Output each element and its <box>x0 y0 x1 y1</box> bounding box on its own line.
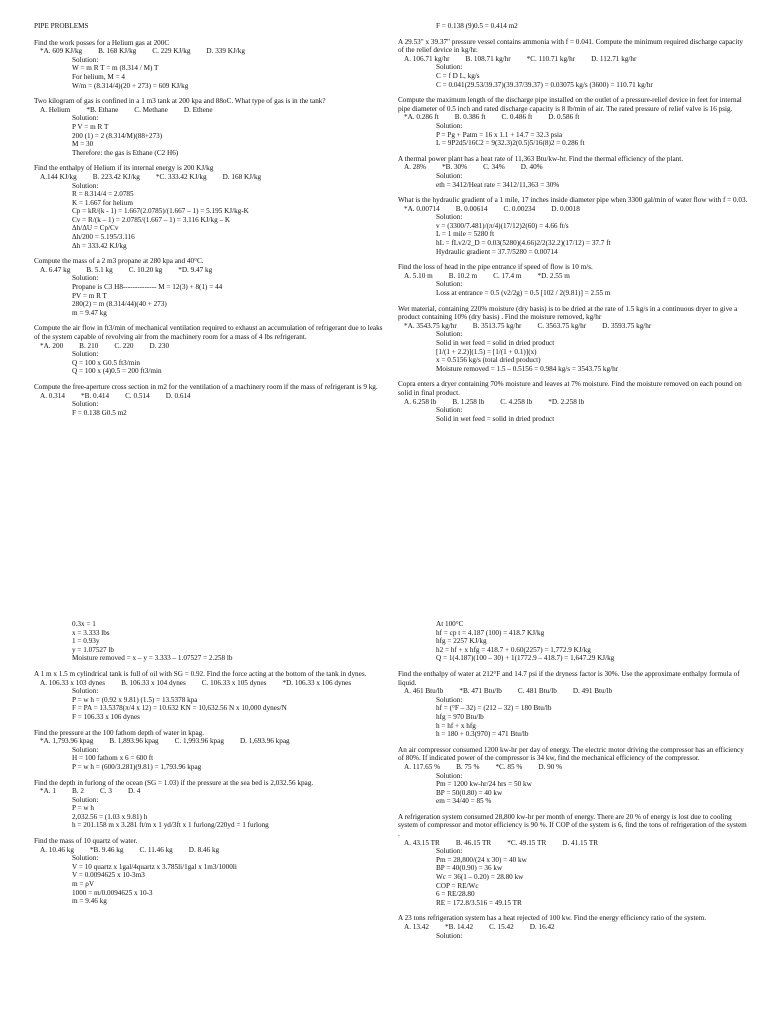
answer-choice: B. 3513.75 kg/hr <box>472 321 522 330</box>
solution-line: Solution: <box>436 213 463 222</box>
answer-choice: *B. 14.42 <box>444 923 474 931</box>
answer-choices <box>398 55 748 64</box>
solution <box>398 406 748 423</box>
solution-line: Solution: <box>436 171 463 180</box>
answer-choice: D. 90 % <box>538 762 563 771</box>
solution-line: Solution: <box>436 63 463 72</box>
answer-choice: A. 6.47 kg <box>40 265 71 274</box>
page-title: PIPE PROBLEMS <box>34 22 89 30</box>
answer-choices <box>398 398 748 407</box>
solution-line: PV = m R T <box>72 291 107 300</box>
solution-line: hf = cp t = 4.187 (100) = 418.7 KJ/kg <box>436 628 545 637</box>
column-bottom-left <box>34 620 384 913</box>
solution-line: eth = 3412/Heat rate = 3412/11,363 = 30% <box>436 180 560 189</box>
answer-choice: B. 0.386 ft <box>454 113 486 122</box>
answer-choice: D. 40% <box>520 163 543 172</box>
problem-block <box>398 670 748 739</box>
answer-choice: B. 75 % <box>456 762 480 771</box>
answer-choice: *C. 110.71 kg/hr <box>526 54 576 63</box>
answer-choices <box>34 106 384 115</box>
answer-choice: D. 168 KJ/kg <box>222 172 262 181</box>
solution-line: F = 0.138 (9)0.5 = 0.414 m2 <box>436 22 518 30</box>
answer-choices <box>398 839 748 848</box>
answer-choices <box>34 342 384 351</box>
problem-block <box>398 38 748 90</box>
solution-line: m = 9.46 kg <box>72 897 107 906</box>
answer-choice: C. 34% <box>483 163 505 172</box>
answer-choices <box>398 923 748 932</box>
answer-choice: D. 3593.75 kg/hr <box>602 321 652 330</box>
answer-choice: D. 491 Btu/lb <box>572 687 613 696</box>
problem-block <box>398 620 748 663</box>
solution-line: hfg = 2257 KJ/kg <box>436 637 487 646</box>
problem-block <box>398 305 748 374</box>
answer-choice: B. 210 <box>79 341 99 350</box>
answer-choice: C. 481 Btu/lb <box>517 687 557 696</box>
answer-choices <box>398 205 748 214</box>
answer-choice: B. 46.15 TR <box>455 838 492 847</box>
solution-line: Propane is C3 H8-------------- M = 12(3) + 8(1) = 44 <box>72 283 223 292</box>
solution-line: COP = RE/Wc <box>436 881 479 890</box>
answer-choice: C. 106.33 x 105 dynes <box>201 678 267 687</box>
solution-line: em = 34/40 = 85 % <box>436 797 492 806</box>
problem-block <box>398 263 748 297</box>
answer-choice: *D. 9.47 kg <box>178 265 213 274</box>
solution-line: Pm = 28,800/(24 x 30) = 40 kw <box>436 855 527 864</box>
answer-choice: C. Methane <box>134 105 168 114</box>
solution-line: Solution: <box>72 274 99 283</box>
answer-choices <box>34 846 384 855</box>
problem-block <box>34 257 384 317</box>
answer-choice: A. 6.258 lb <box>404 397 437 406</box>
answer-choices <box>398 113 748 122</box>
problem-block <box>34 97 384 157</box>
answer-choice: B. 108.71 kg/hr <box>465 54 511 63</box>
problem-question: A 29.53" x 39.37" pressure vessel contains ammonia with f = 0.041. Compute the minimum required discharge capacity of the relief device in kg/hr. <box>398 37 743 55</box>
answer-choice: *B. 471 Btu/lb <box>459 687 502 696</box>
solution-line: x = 0.5156 kg/s (total dried product) <box>436 356 541 365</box>
solution-line: 200 (1) = 2 (8.314/M)(88+273) <box>72 131 163 140</box>
solution-line: Loss at entrance = 0.5 (v2/2g) = 0.5 [102 / 2(9.81)] = 2.55 m <box>436 289 611 298</box>
problem-question: A 1 m x 1.5 m cylindrical tank is full of oil with SG = 0.92. Find the force acting at the bottom of the tank in dynes. <box>34 669 367 678</box>
solution-line: L = 1 mile = 5280 ft <box>436 230 495 239</box>
problem-question: A refrigeration system consumed 28,800 kw-hr per month of energy. There are 20 % of energy is lost due to cooling system of compressor and motor efficiency is 90 %. If COP of the system is 6, find the tons of refrigeration of the system . <box>398 812 747 839</box>
problem-question: Copra enters a dryer containing 70% moisture and leaves at 7% moisture. Find the moisture removed on each pound on solid in final product. <box>398 380 742 397</box>
problem-block <box>398 96 748 148</box>
answer-choice: D. 230 <box>149 341 170 350</box>
solution <box>34 620 384 663</box>
solution <box>398 932 748 941</box>
answer-choice: C. 229 KJ/kg <box>152 47 191 56</box>
solution-line: hL = fLv2/2_D = 0.03(5280)(4.66)2/2(32.2)(17/12) = 37.7 ft <box>436 239 611 248</box>
problem-block <box>398 914 748 940</box>
solution <box>398 22 748 31</box>
solution-line: Solution: <box>436 121 463 130</box>
problem-question: Wet material, containing 220% moisture (dry basis) is to be dried at the rate of 1.5 kg/s in a continuous dryer to give a product containing 10% (dry basis) . Find the moisture removed, kg/hr <box>398 304 738 322</box>
solution <box>34 350 384 376</box>
column-bottom-right <box>398 620 748 947</box>
solution-line: V = 10 quartz x 1gal/4quartz x 3.785li/1gal x 1m3/1000li <box>72 862 237 871</box>
answer-choice: B. 10.2 m <box>448 271 478 280</box>
solution-line: Solution: <box>72 795 99 804</box>
solution-line: F = 0.138 G0.5 m2 <box>72 408 127 417</box>
answer-choice: D. 0.614 <box>165 391 191 400</box>
solution-line: W = m R T = m (8.314 / M) T <box>72 64 159 73</box>
problem-block <box>34 670 384 722</box>
problem-block <box>34 779 384 831</box>
solution-line: Q = 100 x G0.5 ft3/min <box>72 358 140 367</box>
answer-choice: *A. 3543.75 kg/hr <box>404 321 457 330</box>
answer-choice: C. 17.4 m <box>493 271 522 280</box>
answer-choice: B. 1,893.96 kpag <box>109 737 159 746</box>
solution-line: P = w h = (0.92 x 9.81) (1.5) = 13.5378 kpa <box>72 695 198 704</box>
answer-choices <box>398 687 748 696</box>
solution-line: K = 1.667 for helium <box>72 198 133 207</box>
solution-line: Solution: <box>436 931 463 940</box>
answer-choices <box>34 392 384 401</box>
answer-choice: D. 0.0018 <box>551 204 580 213</box>
solution-line: h = 201.158 m x 3.281 ft/m x 1 yd/3ft x 1 furlong/220yd = 1 furlong <box>72 821 269 830</box>
solution-line: C = f D L, kg/s <box>436 71 480 80</box>
answer-choice: C. 220 <box>114 341 134 350</box>
solution-line: Solution: <box>436 406 463 415</box>
solution-line: hf = (°F – 32) = (212 – 32) = 180 Btu/lb <box>436 704 552 713</box>
answer-choice: D. 8.46 kg <box>188 845 220 854</box>
solution-line: F = 106.33 x 106 dynes <box>72 712 140 721</box>
solution-line: Solution: <box>436 771 463 780</box>
solution-line: Solution: <box>72 745 99 754</box>
solution-line: Δh/ΔU = Cp/Cv <box>72 224 119 233</box>
problem-question: Find the enthalpy of Helium if its internal energy is 200 KJ/kg <box>34 164 214 173</box>
solution-line: Solution: <box>72 687 99 696</box>
solution-line: x = 3.333 lbs <box>72 628 110 637</box>
answer-choices <box>398 163 748 172</box>
solution-line: Solution: <box>72 854 99 863</box>
solution-line: Wc = 36(1 – 0.20) = 28.80 kw <box>436 873 524 882</box>
answer-choice: D. 41.15 TR <box>562 838 599 847</box>
answer-choice: *D. 106.33 x 106 dynes <box>282 678 352 687</box>
answer-choice: A. 106.33 x 103 dynes <box>40 678 106 687</box>
solution <box>398 122 748 148</box>
problem-block <box>34 39 384 91</box>
problem-block <box>34 164 384 250</box>
answer-choice: *C. 85 % <box>495 762 523 771</box>
answer-choices <box>398 272 748 281</box>
solution-line: Solid in wet feed = solid in dried product <box>436 339 555 347</box>
answer-choices <box>34 47 384 56</box>
solution-line: Δh/200 = 5.195/3.116 <box>72 233 135 242</box>
solution-line: Therefore: the gas is Ethane (C2 H6) <box>72 148 179 157</box>
problem-question: Find the enthalpy of water at 212°F and 14.7 psi if the dryness factor is 30%. Use the approximate enthalpy formula of liquid. <box>398 669 740 687</box>
problem-block <box>398 22 748 31</box>
solution-line: Δh = 333.42 KJ/kg <box>72 241 127 250</box>
solution <box>34 400 384 417</box>
solution-line: Solution: <box>436 280 463 289</box>
solution-line: F = PA = 13.5378(π/4 x 12) = 10.632 KN = 10,632.56 N x 10,000 dynes/N <box>72 704 287 713</box>
solution-line: V = 0.0094625 x 10-3m3 <box>72 871 145 880</box>
problem-question: Find the depth in furlong of the ocean (SG = 1.03) if the pressure at the sea bed is 2,032.56 kpag. <box>34 778 314 787</box>
answer-choice: A.144 KJ/kg <box>40 172 77 181</box>
solution-line: h = 180 + 0.3(970) = 471 Btu/lb <box>436 730 529 739</box>
solution-line: 280(2) = m (8.314/44)(40 + 273) <box>72 300 167 309</box>
problem-question: Compute the mass of a 2 m3 propane at 280 kpa and 40°C. <box>34 257 204 266</box>
solution <box>34 854 384 906</box>
solution-line: [1/(1 + 2.2)](1.5) = [1/(1 + 0.1)](x) <box>436 347 537 356</box>
answer-choice: C. 0.514 <box>125 391 150 400</box>
solution <box>398 772 748 806</box>
solution <box>34 56 384 90</box>
answer-choice: B. 223.42 KJ/kg <box>92 172 140 181</box>
solution-line: Solution: <box>72 114 99 123</box>
problem-question: Find the loss of head in the pipe entrance if speed of flow is 10 m/s. <box>398 263 593 272</box>
solution <box>398 172 748 189</box>
answer-choice: A. 28% <box>404 163 426 172</box>
solution-line: RE = 172.8/3.516 = 49.15 TR <box>436 898 522 907</box>
answer-choice: D. 112.71 kg/hr <box>591 54 637 63</box>
solution <box>398 847 748 907</box>
solution-line: Hydraulic gradient = 37.7/5280 = 0.00714 <box>436 247 558 256</box>
solution-line: Pm = 1200 kw-hr/24 hrs = 50 kw <box>436 780 532 789</box>
problem-block <box>34 837 384 906</box>
solution-line: 6 = RE/28.80 <box>436 890 475 899</box>
solution-line: L = 9P2d5/16C2 = 9(32.3)2(0.5)5/16(8)2 = 0.286 ft <box>436 139 585 148</box>
solution-line: m = ρV <box>72 880 95 889</box>
answer-choice: *B. 9.46 kg <box>89 845 124 854</box>
solution-line: At 100°C <box>436 620 464 628</box>
answer-choice: D. 0.586 ft <box>548 113 580 122</box>
solution-line: Cv = R/(k – 1) = 2.0785/(1.667 – 1) = 3.116 KJ/kg – K <box>72 215 231 224</box>
answer-choice: *D. 2.258 lb <box>548 397 585 406</box>
answer-choice: *D. 2.55 m <box>537 271 570 280</box>
solution-line: y = 1.07527 lb <box>72 645 114 654</box>
solution <box>34 687 384 721</box>
solution-line: R = 8.314/4 = 2.0785 <box>72 190 134 199</box>
solution <box>398 213 748 256</box>
problem-block <box>398 196 748 256</box>
solution-line: m = 9.47 kg <box>72 308 107 317</box>
solution <box>398 63 748 89</box>
answer-choice: A. 43.15 TR <box>404 838 440 847</box>
solution-line: Solution: <box>72 181 99 190</box>
answer-choice: C. 0.486 ft <box>501 113 533 122</box>
solution-line: P = w h <box>72 804 94 813</box>
solution <box>34 182 384 251</box>
solution <box>398 620 748 663</box>
solution-line: Q = 100 x (4)0.5 = 200 ft3/min <box>72 367 162 376</box>
answer-choice: D. 16.42 <box>529 923 555 931</box>
answer-choice: D. 1,693.96 kpag <box>239 737 290 746</box>
answer-choice: D. Ethene <box>183 105 213 114</box>
solution-line: Solid in wet feed = solid in dried product <box>436 414 555 423</box>
solution-line: Solution: <box>72 55 99 64</box>
solution <box>34 796 384 830</box>
problem-block <box>34 324 384 376</box>
problem-block <box>398 155 748 189</box>
solution-line: Moisture removed = x – y = 3.333 – 1.07527 = 2.258 lb <box>72 654 233 663</box>
problem-block <box>398 380 748 423</box>
answer-choices <box>398 763 748 772</box>
answer-choice: C. 0.00234 <box>503 204 536 213</box>
answer-choice: *A. 200 <box>40 341 64 350</box>
problem-block <box>34 383 384 417</box>
answer-choice: A. 461 Btu/lb <box>404 687 444 696</box>
solution <box>34 746 384 772</box>
solution-line: 2,032.56 = (1.03 x 9.81) h <box>72 812 148 821</box>
answer-choices <box>34 679 384 688</box>
answer-choice: B. 0.00614 <box>455 204 488 213</box>
solution-line: P V = m R T <box>72 122 109 131</box>
answer-choice: B. 106.33 x 104 dynes <box>121 678 186 687</box>
problem-question: An air compressor consumed 1200 kw-hr per day of energy. The electric motor driving the compressor has an efficiency of 80%. If indicated power of the compressor is 34 kw, find the mechanical efficiency of the compressor. <box>398 745 744 763</box>
answer-choice: *A. 1,793.96 kpag <box>40 737 94 746</box>
answer-choice: A. 13.42 <box>404 923 429 931</box>
answer-choice: C. 4.258 lb <box>500 397 533 406</box>
solution-line: hfg = 970 Btu/lb <box>436 712 484 721</box>
problem-block <box>34 729 384 772</box>
answer-choice: *A. 609 KJ/kg <box>40 47 83 56</box>
answer-choice: *B. Ethane <box>86 105 119 114</box>
solution <box>398 696 748 739</box>
problem-block <box>398 746 748 806</box>
solution-line: Q = 1(4.187)(100 – 30) + 1(1772.9 – 418.7) = 1,647.29 KJ/kg <box>436 654 615 663</box>
answer-choice: A. 10.46 kg <box>40 845 74 854</box>
answer-choice: *A. 0.286 ft <box>404 113 439 122</box>
solution-line: C = 0.041(29.53/39.37)(39.37/39.37) = 0.03075 kg/s (3600) = 110.71 kg/hr <box>436 80 653 89</box>
solution-line: h2 = hf + x hfg = 418.7 + 0.60(2257) = 1,772.9 KJ/kg <box>436 645 591 654</box>
answer-choice: B. 2 <box>71 787 84 796</box>
answer-choice: *B. 0.414 <box>80 391 110 400</box>
solution-line: W/m = (8.314/4)(20 + 273) = 609 KJ/kg <box>72 81 189 90</box>
answer-choice: A. 117.65 % <box>404 762 441 771</box>
answer-choice: *A. 1 <box>40 787 56 796</box>
solution <box>34 274 384 317</box>
solution <box>398 330 748 373</box>
answer-choice: A. 5.10 m <box>404 271 433 280</box>
solution-line: BP = 50(0.80) = 40 kw <box>436 788 503 797</box>
answer-choice: B. 168 KJ/kg <box>98 47 137 56</box>
answer-choice: C. 3 <box>99 787 112 796</box>
problem-block <box>34 620 384 663</box>
answer-choices <box>34 266 384 275</box>
problem-question: Two kilogram of gas is confined in a 1 m3 tank at 200 kpa and 88oC. What type of gas is in the tank? <box>34 97 326 106</box>
solution-line: Solution: <box>436 330 463 339</box>
problem-question: Compute the air flow in ft3/min of mechanical ventilation required to exhaust an accumulation of refrigerant due to leaks of the system capable of revolving air from the machinery room for a mass of 4 lbs refrigerant. <box>34 324 383 341</box>
problem-question: Find the pressure at the 100 fathom depth of water in kpag. <box>34 728 205 737</box>
solution <box>398 280 748 297</box>
problem-question: What is the hydraulic gradient of a 1 mile, 17 inches inside diameter pipe when 3300 gal/min of water flow with f = 0.03. <box>398 196 748 205</box>
solution-line: Solution: <box>436 695 463 704</box>
answer-choice: C. 10.20 kg <box>128 265 163 274</box>
solution-line: For helium, M = 4 <box>72 72 125 81</box>
problem-question: A 23 tons refrigeration system has a heat rejected of 100 kw. Find the energy efficiency ratio of the system. <box>398 914 707 923</box>
solution-line: 1 = 0.93y <box>72 637 100 646</box>
solution-line: M = 30 <box>72 140 94 149</box>
solution <box>34 114 384 157</box>
problem-question: Compute the maximum length of the discharge pipe installed on the outlet of a pressure-relief device in feet for internal pipe diameter of 0.5 inch and rated discharge capacity is 8 lb/min of air. The rated pressure of relief valve is 16 psig. <box>398 96 742 113</box>
answer-choice: C. 3563.75 kg/hr <box>537 321 587 330</box>
solution-line: Cp = kR/(k - 1) = 1.667(2.0785)/(1.667 – 1) = 5.195 KJ/kg-K <box>72 207 249 216</box>
solution-line: 0.3x = 1 <box>72 620 96 628</box>
solution-line: BP = 40(0.90) = 36 kw <box>436 864 503 873</box>
solution-line: H = 100 fathom x 6 = 600 ft <box>72 754 154 763</box>
answer-choice: D. 339 KJ/kg <box>206 47 245 56</box>
problem-question: Compute the free-aperture cross section in m2 for the ventilation of a machinery room if the mass of refrigerant is 9 kg. <box>34 382 378 391</box>
solution-line: P = w h = (600/3.281)(9.81) = 1,793.96 kpag <box>72 762 202 771</box>
solution-line: h = hf + x hfg <box>436 721 476 730</box>
answer-choice: C. 1,993.96 kpag <box>174 737 224 746</box>
solution-line: Moisture removed = 1.5 – 0.5156 = 0.984 kg/s = 3543.75 kg/hr <box>436 364 619 373</box>
problem-block <box>398 813 748 908</box>
answer-choice: *C. 333.42 KJ/kg <box>155 172 207 181</box>
solution-line: Solution: <box>436 847 463 856</box>
answer-choice: A. Helium <box>40 105 71 114</box>
answer-choices <box>34 737 384 746</box>
answer-choice: B. 5.1 kg <box>86 265 113 274</box>
answer-choices <box>34 787 384 796</box>
answer-choices <box>398 322 748 331</box>
answer-choice: C. 15.42 <box>489 923 514 931</box>
solution-line: 1000 = m/0.0094625 x 10-3 <box>72 888 153 897</box>
answer-choice: *C. 49.15 TR <box>507 838 547 847</box>
solution-line: P = Pg + Patm = 16 x 1.1 + 14.7 = 32.3 psia <box>436 130 563 139</box>
answer-choice: C. 11.46 kg <box>139 845 173 854</box>
column-top-left <box>34 22 384 424</box>
answer-choice: *A. 0.00714 <box>404 204 440 213</box>
problem-question: A thermal power plant has a heat rate of 11,363 Btu/kw-hr. Find the thermal efficiency of the plant. <box>398 154 684 163</box>
answer-choice: A. 106.71 kg/hr <box>404 54 450 63</box>
answer-choice: D. 4 <box>127 787 141 796</box>
problem-question: Find the work posses for a Helium gas at 200C <box>34 38 170 47</box>
solution-line: v = (3300/7.481)/(π/4)(17/12)2(60) = 4.66 ft/s <box>436 221 569 230</box>
solution-line: Solution: <box>72 350 99 359</box>
answer-choice: B. 1.258 lb <box>452 397 485 406</box>
answer-choice: A. 0.314 <box>40 391 65 400</box>
problem-question: Find the mass of 10 quartz of water. <box>34 837 138 846</box>
solution-line: Solution: <box>72 400 99 409</box>
column-top-right <box>398 22 748 430</box>
answer-choices <box>34 173 384 182</box>
answer-choice: *B. 30% <box>441 163 468 172</box>
